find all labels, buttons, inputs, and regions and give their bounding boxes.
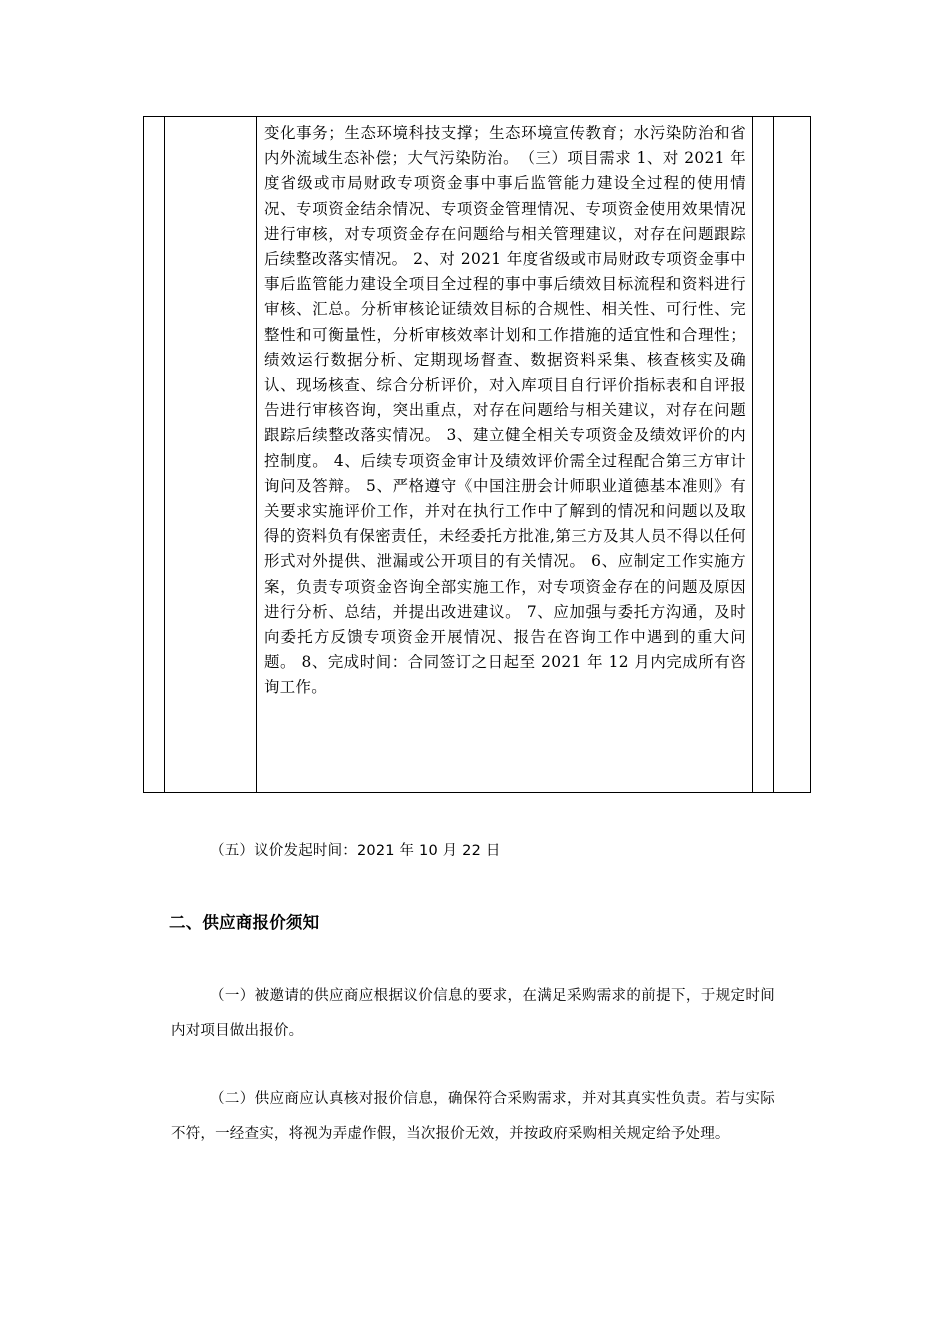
notice-paragraph-2: （二）供应商应认真核对报价信息，确保符合采购需求，并对其真实性负责。若与实际不符，一经查实，将视为弄虚作假，当次报价无效，并按政府采购相关规定给予处理。: [171, 1091, 775, 1142]
table-cell-name: [165, 117, 257, 793]
table-row: [144, 117, 811, 793]
requirements-table: [143, 116, 811, 793]
table-cell-requirements: [257, 117, 753, 793]
table-cell-index: [144, 117, 165, 793]
notice-paragraph-1: （一）被邀请的供应商应根据议价信息的要求，在满足采购需求的前提下，于规定时间内对项目做出报价。: [171, 988, 775, 1039]
section-heading: 二、供应商报价须知: [169, 913, 320, 932]
table-cell-quantity: [753, 117, 774, 793]
table-cell-remark: [774, 117, 811, 793]
requirements-text: 变化事务；生态环境科技支撑；生态环境宣传教育；水污染防治和省内外流域生态补偿；大气污染防治。 （三）项目需求 1、对 2021 年度省级或市局财政专项资金事中事后监管能力建设全过程的使用情况、专项资金结余情况、专项资金管理情况、专项资金使用效果情况进行审核，对专项资金存在问题给与相关管理建议，对存在问题跟踪后续整改落实情况。 2、对 2021 年度省级或市局财政专项资金事中事后监管能力建设全项目全过程的事中事后绩效目标流程和资料进行审核、汇总。分析审核论证绩效目标的合规性、相关性、可行性、完整性和可衡量性，分析审核效率计划和工作措施的适宜性和合理性；绩效运行数据分析、定期现场督查、数据资料采集、核查核实及确认、现场核查、综合分析评价，对入库项目自行评价指标表和自评报告进行审核咨询，突出重点，对存在问题给与相关建议，对存在问题跟踪后续整改落实情况。 3、建立健全相关专项资金及绩效评价的内控制度。 4、后续专项资金审计及绩效评价需全过程配合第三方审计询问及答辩。 5、严格遵守《中国注册会计师职业道德基本准则》有关要求实施评价工作，并对在执行工作中了解到的情况和问题以及取得的资料负有保密责任，未经委托方批准,第三方及其人员不得以任何形式对外提供、泄漏或公开项目的有关情况。 6、应制定工作实施方案，负责专项资金咨询全部实施工作，对专项资金存在的问题及原因进行分析、总结，并提出改进建议。 7、应加强与委托方沟通，及时向委托方反馈专项资金开展情况、报告在咨询工作中遇到的重大问题。 8、完成时间：合同签订之日起至 2021 年 12 月内完成所有咨询工作。: [264, 124, 746, 697]
inquiry-start-time: （五）议价发起时间：2021 年 10 月 22 日: [210, 843, 501, 859]
